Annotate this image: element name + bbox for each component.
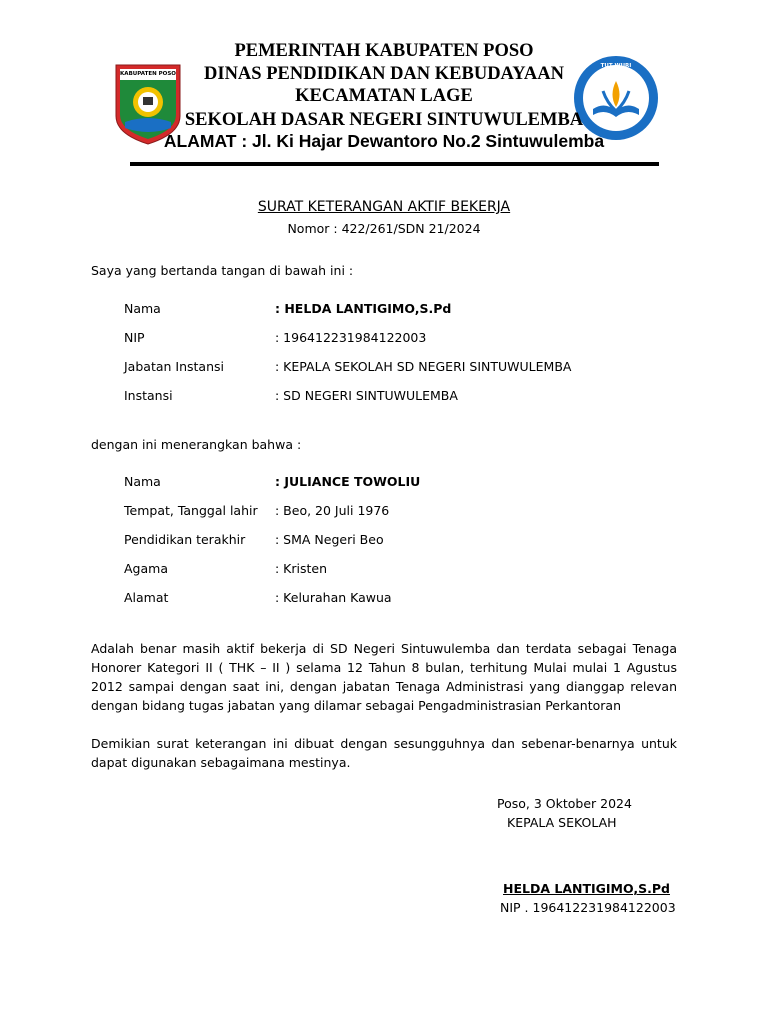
header-divider [130,162,659,166]
subject-birth-label: Tempat, Tanggal lahir [124,503,258,518]
signer-institution-label: Instansi [124,388,173,403]
letter-title: SURAT KETERANGAN AKTIF BEKERJA [257,199,511,215]
header-school: SEKOLAH DASAR NEGERI SINTUWULEMBA [184,110,584,130]
subject-address-value: : Kelurahan Kawua [275,590,392,605]
intro-text: Saya yang bertanda tangan di bawah ini : [91,263,354,278]
signer-nip-value: : 196412231984122003 [275,330,427,345]
closing-paragraph: Demikian surat keterangan ini dibuat dengan sesungguhnya dan sebenar-benarnya untuk dapat digunakan sebagaimana mestinya. [91,736,677,770]
signer-nip-label: NIP [124,330,145,345]
subject-religion-value: : Kristen [275,561,328,576]
header-government: PEMERINTAH KABUPATEN POSO [234,41,534,61]
subject-name-value: : JULIANCE TOWOLIU [275,474,421,489]
subject-address-label: Alamat [124,590,169,605]
signature-nip: NIP . 196412231984122003 [500,900,676,915]
signature-name: HELDA LANTIGIMO,S.Pd [503,881,670,896]
signature-place-date: Poso, 3 Oktober 2024 [497,796,632,811]
header-district: KECAMATAN LAGE [295,86,473,106]
signer-institution-value: : SD NEGERI SINTUWULEMBA [275,388,458,403]
subject-education-value: : SMA Negeri Beo [275,532,384,547]
signer-name-label: Nama [124,301,161,316]
signature-position: KEPALA SEKOLAH [507,815,617,830]
subject-education-label: Pendidikan terakhir [124,532,246,547]
signer-name-value: : HELDA LANTIGIMO,S.Pd [275,301,452,316]
header-address: ALAMAT : Jl. Ki Hajar Dewantoro No.2 Sintuwulemba [163,131,605,151]
signer-position-label: Jabatan Instansi [124,359,224,374]
subject-religion-label: Agama [124,561,168,576]
signer-position-value: : KEPALA SEKOLAH SD NEGERI SINTUWULEMBA [275,359,572,374]
header-department: DINAS PENDIDIKAN DAN KEBUDAYAAN [204,64,564,84]
right-logo-text: TUT WURI HANDAYANI [597,63,635,77]
subject-birth-value: : Beo, 20 Juli 1976 [275,503,390,518]
subject-name-label: Nama [124,474,161,489]
middle-text: dengan ini menerangkan bahwa : [91,437,302,452]
letter-number: Nomor : 422/261/SDN 21/2024 [287,221,481,236]
body-paragraph: Adalah benar masih aktif bekerja di SD Negeri Sintuwulemba dan terdata sebagai Tenaga Honorer Kategori II ( THK – II ) selama 12 Tahun 8 bulan, terhitung Mulai mulai 1 Agustus 2012 sampai dengan saat ini, dengan jabatan Tenaga Administrasi yang dianggap relevan dengan bidang tugas jabatan yang dilamar sebagai Pengadministrasian Perkantoran [91,641,677,713]
left-logo-text: KABUPATEN POSO [120,71,176,77]
